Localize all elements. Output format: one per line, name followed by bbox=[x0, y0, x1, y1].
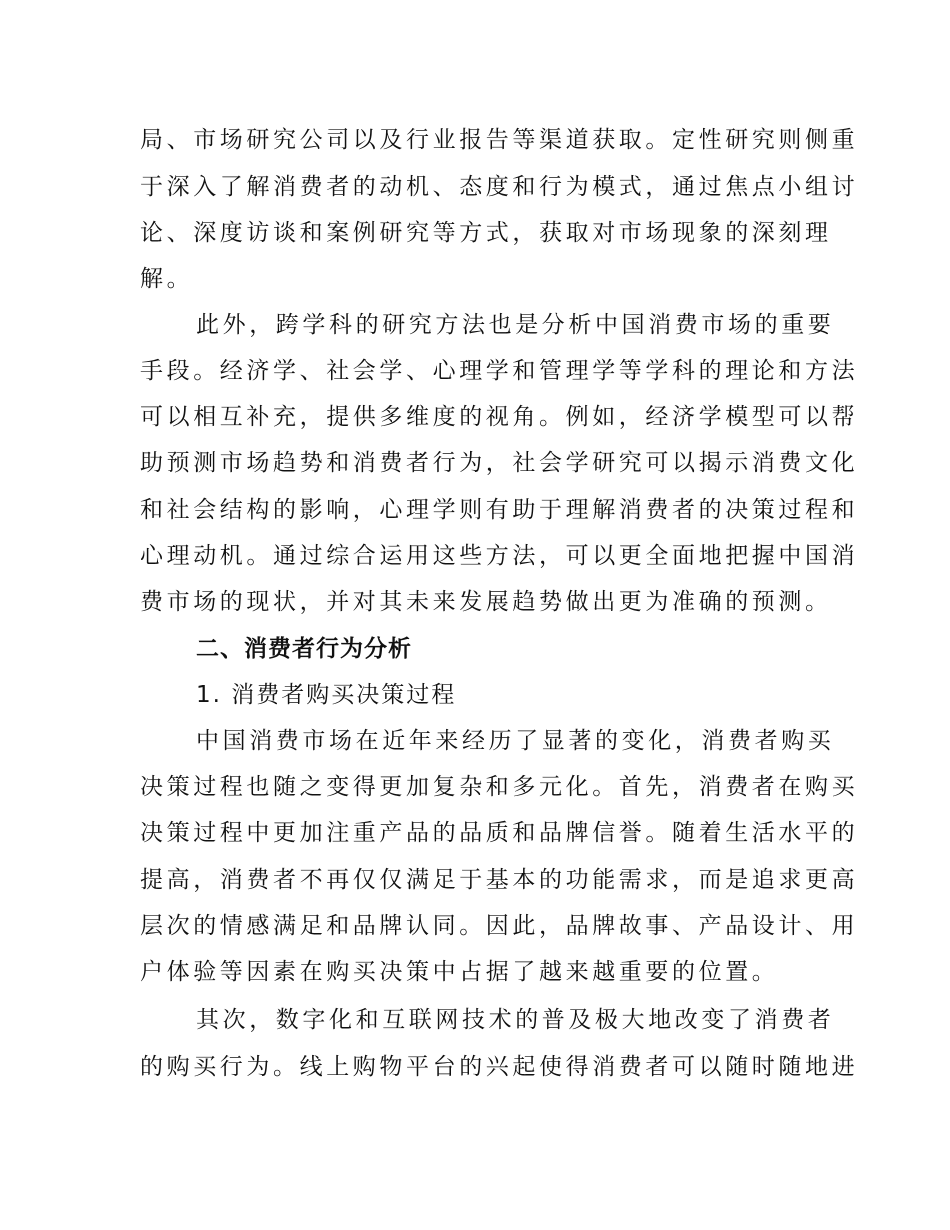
paragraph-line: 手段。经济学、社会学、心理学和管理学等学科的理论和方法 bbox=[140, 358, 859, 384]
paragraph-line: 和社会结构的影响，心理学则有助于理解消费者的决策过程和 bbox=[140, 497, 859, 523]
paragraph-line: 于深入了解消费者的动机、态度和行为模式，通过焦点小组讨 bbox=[140, 174, 859, 200]
paragraph-line: 助预测市场趋势和消费者行为，社会学研究可以揭示消费文化 bbox=[140, 450, 859, 476]
subsection-heading: 1. 消费者购买决策过程 bbox=[196, 682, 457, 708]
paragraph-line: 费市场的现状，并对其未来发展趋势做出更为准确的预测。 bbox=[140, 589, 832, 615]
paragraph-line: 决策过程中更加注重产品的品质和品牌信誉。随着生活水平的 bbox=[140, 820, 859, 846]
paragraph-line: 其次，数字化和互联网技术的普及极大地改变了消费者 bbox=[196, 1007, 835, 1033]
paragraph-line: 的购买行为。线上购物平台的兴起使得消费者可以随时随地进 bbox=[140, 1054, 859, 1080]
paragraph-line: 解。 bbox=[140, 266, 194, 292]
paragraph-line: 心理动机。通过综合运用这些方法，可以更全面地把握中国消 bbox=[140, 543, 859, 569]
paragraph-line: 决策过程也随之变得更加复杂和多元化。首先，消费者在购买 bbox=[140, 774, 859, 800]
paragraph-line: 论、深度访谈和案例研究等方式，获取对市场现象的深刻理 bbox=[140, 220, 832, 246]
paragraph-line: 中国消费市场在近年来经历了显著的变化，消费者购买 bbox=[196, 728, 835, 754]
paragraph-line: 此外，跨学科的研究方法也是分析中国消费市场的重要 bbox=[196, 312, 835, 338]
paragraph-line: 层次的情感满足和品牌认同。因此，品牌故事、产品设计、用 bbox=[140, 913, 859, 939]
paragraph-line: 可以相互补充，提供多维度的视角。例如，经济学模型可以帮 bbox=[140, 404, 859, 430]
paragraph-line: 户体验等因素在购买决策中占据了越来越重要的位置。 bbox=[140, 959, 779, 985]
section-heading: 二、消费者行为分析 bbox=[196, 636, 412, 662]
paragraph-line: 局、市场研究公司以及行业报告等渠道获取。定性研究则侧重 bbox=[140, 127, 859, 153]
paragraph-line: 提高，消费者不再仅仅满足于基本的功能需求，而是追求更高 bbox=[140, 867, 859, 893]
